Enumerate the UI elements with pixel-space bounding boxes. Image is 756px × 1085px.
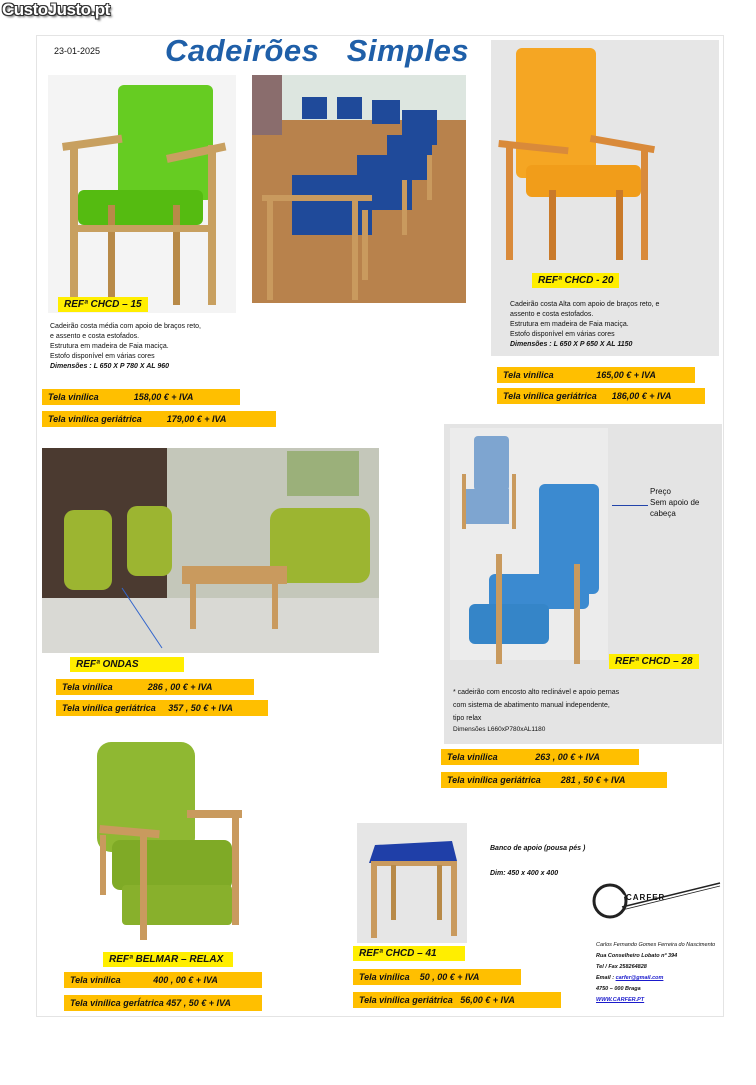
ref-chcd-41: REFª CHCD – 41 [353, 946, 465, 961]
desc-line: Cadeirão costa média com apoio de braços reto, [50, 323, 201, 330]
annotation-line: Preço [650, 487, 671, 496]
carfer-logo [592, 875, 722, 927]
custojusto-watermark: CustoJusto.pt [2, 0, 110, 19]
desc-line: tipo relax [453, 715, 482, 722]
annotation-arrow [612, 505, 648, 506]
chcd-20-dimensions: Dimensões : L 650 X P 650 X AL 1150 [510, 341, 633, 348]
email-label: Email : [596, 975, 616, 981]
blue-chairs-room-photo [252, 75, 466, 303]
chcd-28-annotation [650, 486, 720, 519]
chcd-28-price-vinyl: Tela vinílica 263 , 00 € + IVA [441, 749, 639, 765]
desc-line: Estrutura em madeira de Faia maciça. [510, 321, 629, 328]
desc-line: Cadeirão costa Alta com apoio de braços reto, e [510, 301, 660, 308]
chcd-15-dimensions: Dimensões : L 650 X P 780 X AL 960 [50, 363, 170, 370]
chcd-41-price-vinyl: Tela vinílica 50 , 00 € + IVA [353, 969, 521, 985]
chcd-41-description: Banco de apoio (pousa pés ) [490, 845, 586, 852]
ref-belmar-relax: REFª BELMAR – RELAX [103, 952, 233, 967]
ondas-price-geriatric: Tela vinílica geriátrica 357 , 50 € + IVA [56, 700, 268, 716]
annotation-line: Sem apoio de [650, 498, 700, 507]
chcd-15-price-vinyl: Tela vinílica 158,00 € + IVA [42, 389, 240, 405]
chcd-28-price-geriatric: Tela vinílica geriátrica 281 , 50 € + IVA [441, 772, 667, 788]
page-title: Cadeirões Simples [165, 33, 470, 68]
chcd-28-description [453, 686, 713, 735]
desc-line: Estrutura em madeira de Faia maciça. [50, 343, 169, 350]
desc-line: Estofo disponível em várias cores [510, 331, 615, 338]
ref-chcd-28: REFª CHCD – 28 [609, 654, 699, 669]
catalog-date: 23-01-2025 [54, 46, 101, 56]
chcd-20-description [510, 300, 715, 350]
desc-line: Estofo disponível em várias cores [50, 353, 155, 360]
belmar-relax-photo [92, 740, 246, 945]
chcd-15-description [50, 322, 280, 372]
company-website-link[interactable]: WWW.CARFER.PT [596, 997, 645, 1003]
chcd-41-dimensions: Dim: 450 x 400 x 400 [490, 870, 559, 877]
company-postal: 4750 – 000 Braga [596, 986, 641, 992]
ref-ondas: REFª ONDAS [70, 657, 184, 672]
annotation-line: cabeça [650, 509, 676, 518]
ref-chcd-15: REFª CHCD – 15 [58, 297, 148, 312]
belmar-price-geriatric: Tela vinílica gerÍatrica 457 , 50 € + IVA [64, 995, 262, 1011]
company-phone: Tel / Fax 258264828 [596, 964, 647, 970]
footstool-photo [357, 823, 467, 943]
company-email-link[interactable]: carfer@gmail.com [615, 975, 664, 981]
desc-line: com sistema de abatimento manual independente, [453, 702, 610, 709]
desc-line: e assento e costa estofados. [50, 333, 140, 340]
chcd-15-price-geriatric: Tela vinílica geriátrica 179,00 € + IVA [42, 411, 276, 427]
company-owner: Carlos Fernando Gomes Ferreira do Nascimento [596, 942, 716, 948]
chcd-41-price-geriatric: Tela vinílica geriátrica 56,00 € + IVA [353, 992, 561, 1008]
ref-chcd-20: REFª CHCD - 20 [532, 273, 619, 288]
chcd-20-price-vinyl: Tela vinílica 165,00 € + IVA [497, 367, 695, 383]
ondas-living-room-photo [42, 448, 379, 653]
belmar-price-vinyl: Tela vinílica 400 , 00 € + IVA [64, 972, 262, 988]
company-contact [596, 940, 721, 1006]
green-armchair-photo [48, 75, 236, 313]
chcd-28-dimensions: Dimensões L660xP780xAL1180 [453, 726, 546, 733]
company-address: Rua Conselheiro Lobato nº 394 [596, 953, 678, 959]
desc-line: * cadeirão com encosto alto reclinável e apoio pernas [453, 689, 620, 696]
desc-line: assento e costa estofados. [510, 311, 594, 318]
chcd-20-price-geriatric: Tela vinílica geriátrica 186,00 € + IVA [497, 388, 705, 404]
ondas-price-vinyl: Tela vinílica 286 , 00 € + IVA [56, 679, 254, 695]
carfer-logo-text: CARFER [626, 893, 666, 902]
